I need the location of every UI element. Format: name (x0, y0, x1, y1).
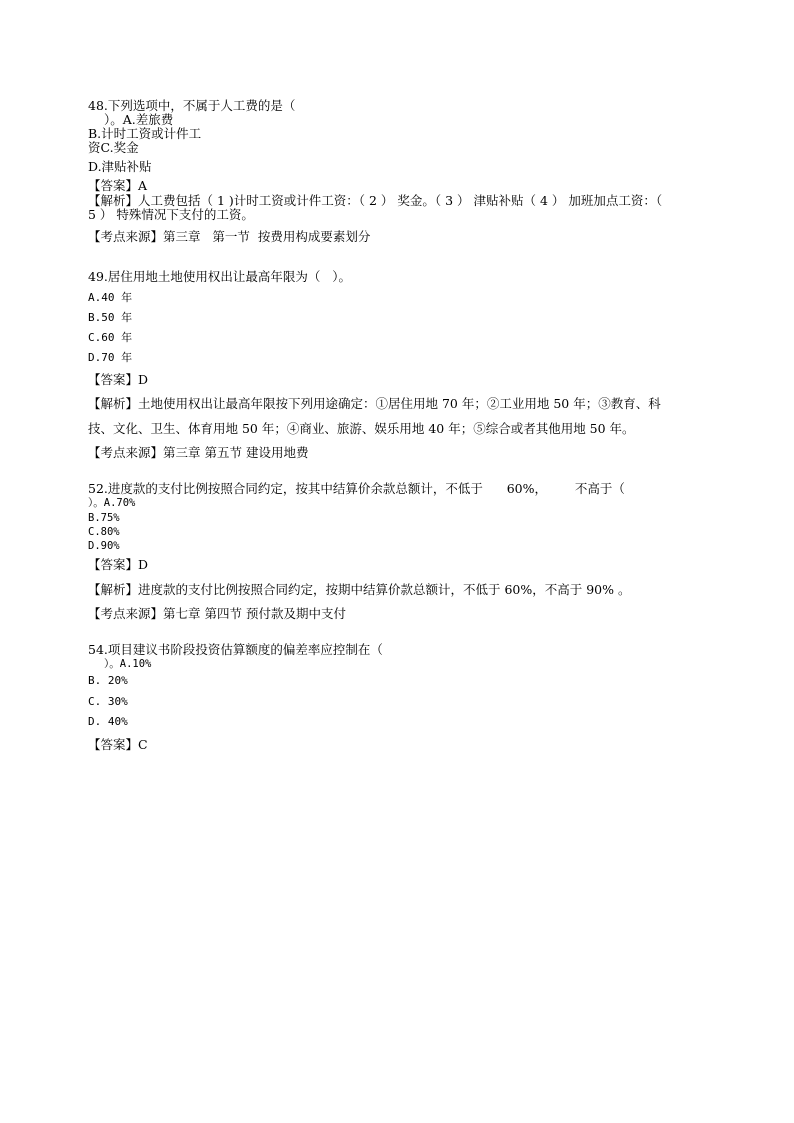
option-line: A.40 年 (88, 291, 133, 304)
option-line: D.津贴补贴 (88, 159, 152, 174)
analysis-line: 技、文化、卫生、体育用地 50 年；④商业、旅游、娱乐用地 40 年；⑤综合或者其他用地 50 年。 (88, 421, 635, 436)
option-line: B.75% (88, 512, 120, 524)
question-stem-continued: ）。A.70% (88, 497, 136, 509)
analysis-line: 【解析】进度款的支付比例按照合同约定，按期中结算价款总额计，不低于 60%，不高于 90% 。 (88, 582, 631, 597)
analysis-line: 【解析】人工费包括（ 1 )计时工资或计件工资：（ 2 ） 奖金。（ 3 ） 津贴补贴（ 4 ） 加班加点工资：（ (88, 193, 663, 208)
question-stem: 54.项目建议书阶段投资估算额度的偏差率应控制在（ (88, 642, 383, 657)
option-line: 资C.奖金 (88, 140, 139, 155)
analysis-line: 5 ） 特殊情况下支付的工资。 (88, 207, 254, 222)
option-line: B. 20% (88, 674, 128, 687)
question-stem: 48.下列选项中，不属于人工费的是（ (88, 98, 296, 113)
question-stem-continued: ）。A.差旅费 (104, 112, 174, 127)
question-stem: 52.进度款的支付比例按照合同约定，按其中结算价余款总额计，不低于 60%， 不高于（ (88, 481, 625, 496)
analysis-line: 【解析】土地使用权出让最高年限按下列用途确定：①居住用地 70 年；②工业用地 50 年；③教育、科 (88, 396, 661, 411)
answer-line: 【答案】C (88, 737, 148, 752)
option-line: C.80% (88, 526, 120, 538)
answer-line: 【答案】D (88, 557, 149, 572)
option-line: D.90% (88, 540, 120, 552)
source-line: 【考点来源】第七章 第四节 预付款及期中支付 (88, 606, 346, 621)
option-line: C. 30% (88, 695, 128, 708)
option-line: B.计时工资或计件工 (88, 126, 202, 141)
answer-line: 【答案】A (88, 178, 148, 193)
answer-line: 【答案】D (88, 372, 149, 387)
option-line: C.60 年 (88, 331, 133, 344)
option-line: D.70 年 (88, 351, 133, 364)
question-stem: 49.居住用地土地使用权出让最高年限为（ ）。 (88, 269, 352, 284)
question-stem-continued: ）。A.10% (104, 658, 152, 670)
option-line: D. 40% (88, 715, 128, 728)
source-line: 【考点来源】第三章 第五节 建设用地费 (88, 445, 309, 460)
option-line: B.50 年 (88, 311, 133, 324)
source-line: 【考点来源】第三章 第一节 按费用构成要素划分 (88, 229, 371, 244)
